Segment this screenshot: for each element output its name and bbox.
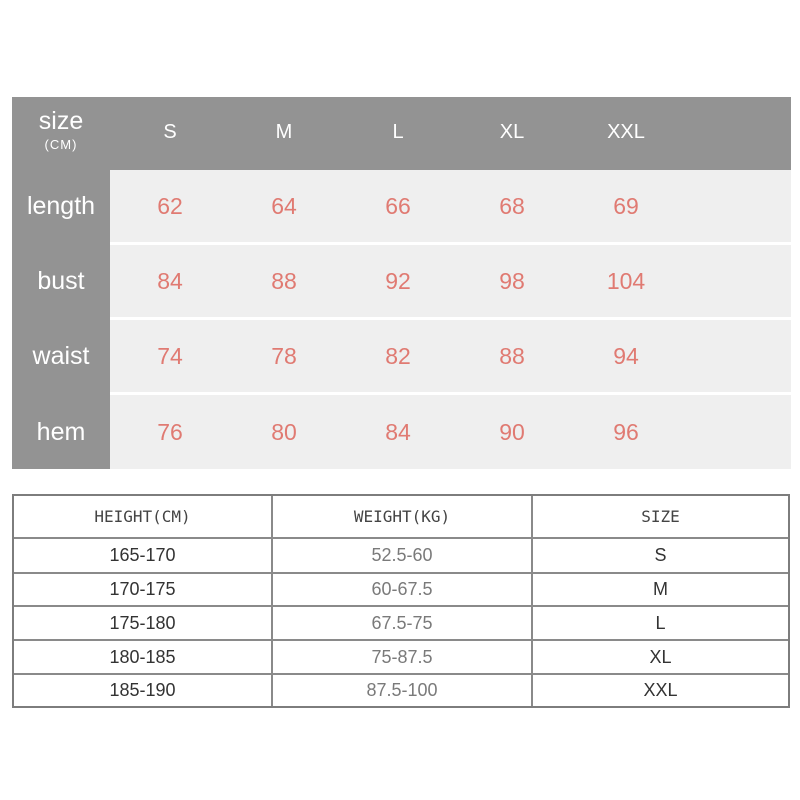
height-cell: 185-190 (109, 680, 176, 700)
value-cell: 96 (613, 418, 639, 445)
value-cell: 92 (385, 267, 411, 294)
weight-cell: 75-87.5 (371, 646, 433, 667)
size-measurement-table (12, 97, 791, 469)
weight-cell: 60-67.5 (371, 579, 433, 599)
row-body (110, 170, 791, 243)
size-cell: XL (649, 646, 672, 667)
row-body (110, 320, 791, 392)
size-header-row (12, 97, 791, 170)
measurement-row-waist (12, 320, 791, 392)
row-label: length (12, 170, 110, 243)
row-label: waist (12, 320, 110, 392)
row-label: bust (12, 245, 110, 317)
row-body (110, 245, 791, 317)
size-header-s: S (163, 121, 177, 143)
row-label: hem (12, 395, 110, 469)
value-cell: 94 (613, 342, 639, 369)
height-cell: 175-180 (109, 612, 176, 633)
value-cell: 80 (271, 418, 297, 445)
value-cell: 104 (606, 267, 646, 294)
value-cell: 82 (385, 342, 411, 369)
value-cell: 88 (271, 267, 297, 294)
value-cell: 62 (157, 193, 183, 219)
height-weight-size-table (12, 494, 790, 708)
height-cell: 165-170 (109, 545, 176, 565)
row-body (110, 395, 791, 469)
size-header-m: M (275, 121, 293, 143)
size-cell: L (655, 612, 666, 633)
measurement-row-hem (12, 395, 791, 469)
value-cell: 90 (499, 418, 525, 445)
height-cell: 170-175 (109, 579, 176, 599)
size-cell: M (653, 579, 668, 599)
value-cell: 78 (271, 342, 297, 369)
size-header-xxl: XXL (607, 121, 645, 143)
height-cell: 180-185 (109, 646, 176, 667)
header-size: SIZE (641, 507, 680, 526)
value-cell: 69 (613, 193, 639, 219)
unit-label: (CM) (44, 137, 78, 152)
weight-cell: 67.5-75 (371, 612, 433, 633)
size-cell: S (654, 545, 667, 565)
header-weight: WEIGHT(KG) (353, 507, 451, 526)
measurement-row-bust (12, 245, 791, 317)
value-cell: 66 (385, 193, 411, 219)
size-label: size (38, 107, 84, 135)
size-cell: XXL (643, 680, 678, 700)
value-cell: 84 (157, 267, 183, 294)
weight-cell: 87.5-100 (366, 680, 438, 700)
size-header-label (12, 97, 110, 170)
measurement-row-length (12, 170, 791, 243)
value-cell: 84 (385, 418, 411, 445)
size-header-l: L (392, 121, 404, 143)
value-cell: 98 (499, 267, 525, 294)
value-cell: 74 (157, 342, 183, 369)
header-height: HEIGHT(CM) (94, 507, 191, 526)
size-header-xl: XL (499, 121, 525, 143)
value-cell: 68 (499, 193, 525, 219)
weight-cell: 52.5-60 (371, 545, 433, 565)
value-cell: 76 (157, 418, 183, 445)
value-cell: 64 (271, 193, 297, 219)
value-cell: 88 (499, 342, 525, 369)
